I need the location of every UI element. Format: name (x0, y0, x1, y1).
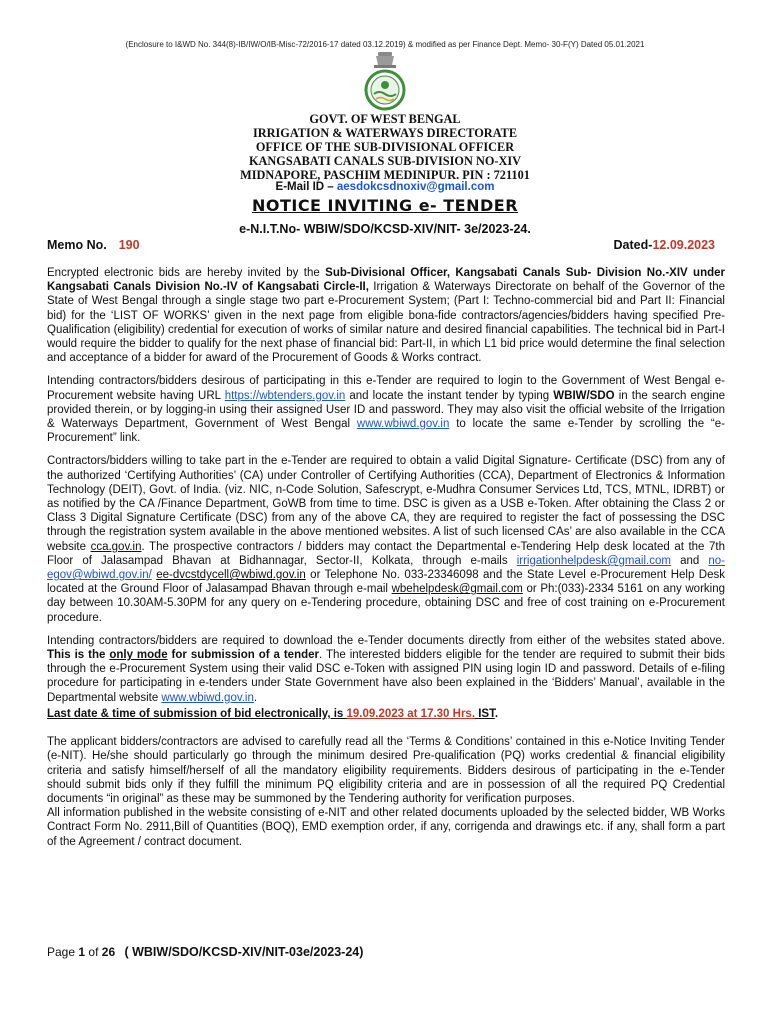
text: only mode (109, 649, 168, 662)
page-total: 26 (101, 945, 116, 959)
paragraph-download (47, 634, 725, 705)
page-label: Page (47, 945, 76, 959)
memo-label: Memo No. (47, 238, 107, 252)
of-label: of (88, 945, 99, 959)
date-label: Dated- (613, 238, 653, 252)
dvc-email-link[interactable]: ee-dvcstdycell@wbiwd.gov.in (156, 569, 306, 582)
enclosure-note: (Enclosure to I&WD No. 344(8)-IB/IW/O/IB-Misc-72/2016-17 dated 03.12.2019) & modified as per Finance Dept. Memo- 30-F(Y) Dated 05.01.2021 (125, 40, 645, 49)
paragraph-login (47, 374, 725, 445)
text: and (670, 554, 709, 567)
memo-date (614, 238, 715, 252)
text: Irrigation & Waterways Directorate on behalf of the Governor of the State of West Bengal through a single stage two part e-Procurement System; (Part I: Techno-commercial bid and Part II: Financial bid) for the ‘LIST OF WORKS’ given in the next page from eligible bona-fide contractors/agencies/bidders having specified Pre-Qualification (eligibility) credential for execution of works of similar nature and desired financial capabilities. The technical bid in Part-I would require the bidder to qualify for the next phase of financial bid: Part-II, in which L1 bid price would determine the final selection and acceptance of a bidder for award of the Procurement of Goods & Works contract. (47, 281, 725, 365)
email-label: E-Mail ID – (275, 181, 334, 193)
text: Contractors/bidders willing to take part in the e-Tender are required to obtain a valid Digital Signature- Certificate (DSC) from any of the authorized ‘Certifying Authorities’ (CA) under Controller of Certifying Authorities (CCA), Department of Electronics & Information Technology (DEIT), Govt. of India. (viz. NIC, n-Code Solution, Safescrypt, e-Mudhra Consumer Services Ltd, TCS, MTNL, IDRBT) or as notified by the CA /Finance Department, GoWB from time to time. DSC is given as a USB e-Token. After obtaining the Class 2 or Class 3 Digital Signature Certificate (DSC) from any of the above CA, they are required to register the fact of possessing the DSC through the registration system available in the above mentioned websites. A list of such licensed CAs’ are also available in the CCA website (47, 455, 725, 553)
text: and locate the instant tender by typing (345, 389, 554, 402)
page-footer (47, 945, 363, 959)
search-code: WBIW/SDO (553, 389, 615, 402)
page-number: 1 (78, 945, 86, 959)
text: Intending contractors/bidders desirous of participating in this e-Tender are required to login to the Government of West Bengal e-Procurement website having URL (47, 375, 725, 402)
header-address: MIDNAPORE, PASCHIM MEDINIPUR. PIN : 721101 (240, 168, 530, 182)
text: in the search engine provided therein, or by logging-in using their assigned User ID and password. They may also visit the official website of the Irrigation & Waterways Department, Government of West Bengal (47, 389, 725, 431)
cca-link[interactable]: cca.gov.in (90, 540, 142, 553)
wbehelpdesk-email-link[interactable]: wbehelpdesk@gmail.com (391, 583, 523, 596)
header-govt: GOVT. OF WEST BENGAL (309, 112, 461, 126)
wbiwd-link[interactable]: www.wbiwd.gov.in (356, 418, 450, 431)
text: . (494, 707, 499, 720)
header-office: OFFICE OF THE SUB-DIVISIONAL OFFICER (255, 140, 515, 154)
text: . The interested bidders eligible for the tender are required to submit their bids through the e-Procurement System using their valid DSC e-Token with assigned PIN using login ID and password. Details of e-filing procedure for participating in e-tenders under State Government have also been explained in the ‘Bidders’ Manual’, available in the Departmental website (47, 649, 725, 704)
email-address[interactable]: aesdokcsdnoxiv@gmail.com (336, 181, 495, 193)
only-mode-statement (47, 649, 319, 661)
text: Encrypted electronic bids are hereby invited by the (47, 267, 326, 279)
text: or Ph:(033)-2334 5161 on any working day between 10.30AM-5.30PM for any query on e-Tendering procedure, obtaining DSC and free of cost training on e-Procurement procedure. (47, 583, 725, 624)
text: Intending contractors/bidders are required to download the e-Tender documents directly from either of the websites stated above. (47, 634, 725, 647)
header-email (0, 181, 770, 193)
text: . The prospective contractors / bidders may contact the Departmental e-Tendering Help desk located at the 7th Floor of Jalasampad Bhavan at Bidhannagar, Sector-II, Kolkata, through e-mails (47, 540, 725, 567)
paragraph-invitation (47, 266, 725, 365)
nit-number: e-N.I.T.No- WBIW/SDO/KCSD-XIV/NIT- 3e/2023-24. (239, 222, 531, 236)
wbtenders-link[interactable]: https://wbtenders.gov.in (224, 389, 346, 402)
header-directorate: IRRIGATION & WATERWAYS DIRECTORATE (252, 126, 518, 140)
issuing-authority: Sub-Divisional Officer, Kangsabati Canals Sub- Division No.-XIV under Kangsabati Canals Division No.-IV of Kangsabati Circle-II, (47, 267, 726, 294)
paragraph-agreement: All information published in the website consisting of e-NIT and other related documents uploaded by the selected bidder, WB Works Contract Form No. 2911,Bill of Quantities (BOQ), EMD exemption order, if any, corrigenda and drawings etc. if any, shall form a part of the Agreement / contract document. (47, 807, 725, 848)
last-date-label: Last date & time of submission of bid electronically, is (47, 707, 347, 720)
paragraph-terms: The applicant bidders/contractors are advised to carefully read all the ‘Terms & Conditions’ contained in this e-Notice Inviting Tender (e-NIT). He/she should particularly go through the minimum desired Pre-qualification (PQ) works credential & financial eligibility criteria and satisfy himself/herself of all the mandatory eligibility requirements. Bidders desirous of participating in the e-Tender should submit bids only if they fulfill the minimum PQ eligibility criteria and are in possession of all the required PQ Credential documents “in original” as these may be summoned by the Tendering authority for verification purposes. (47, 736, 725, 805)
text: . (253, 691, 258, 704)
last-date-line (47, 707, 725, 721)
memo-number (47, 238, 140, 252)
text: This is the (47, 649, 110, 662)
helpdesk-email-link[interactable]: irrigationhelpdesk@gmail.com (516, 554, 671, 567)
notice-title: NOTICE INVITING e- TENDER (251, 196, 519, 215)
last-date-suffix: IST (475, 707, 495, 720)
footer-nit-code: ( WBIW/SDO/KCSD-XIV/NIT-03e/2023-24) (124, 945, 364, 959)
notice-body (47, 266, 725, 858)
text: or Telephone No. 033-23346098 and the State Level e-Procurement Help Desk located at the Ground Floor of Jalasampad Bhavan through e-mail (47, 569, 725, 596)
paragraph-dsc (47, 454, 725, 624)
text: for submission of a tender (167, 649, 320, 662)
memo-value: 190 (118, 238, 140, 252)
header-subdivision: KANGSABATI CANALS SUB-DIVISION NO-XIV (248, 154, 522, 168)
text: to locate the same e-Tender by scrolling the “e-Procurement” link. (47, 418, 725, 445)
state-emblem-icon (356, 50, 414, 112)
date-value: 12.09.2023 (652, 238, 715, 252)
last-date-value: 19.09.2023 at 17.30 Hrs. (346, 707, 476, 720)
wbiwd-link-2[interactable]: www.wbiwd.gov.in (161, 691, 254, 704)
egov-email-link[interactable]: no-egov@wbiwd.gov.in/ (47, 554, 726, 582)
